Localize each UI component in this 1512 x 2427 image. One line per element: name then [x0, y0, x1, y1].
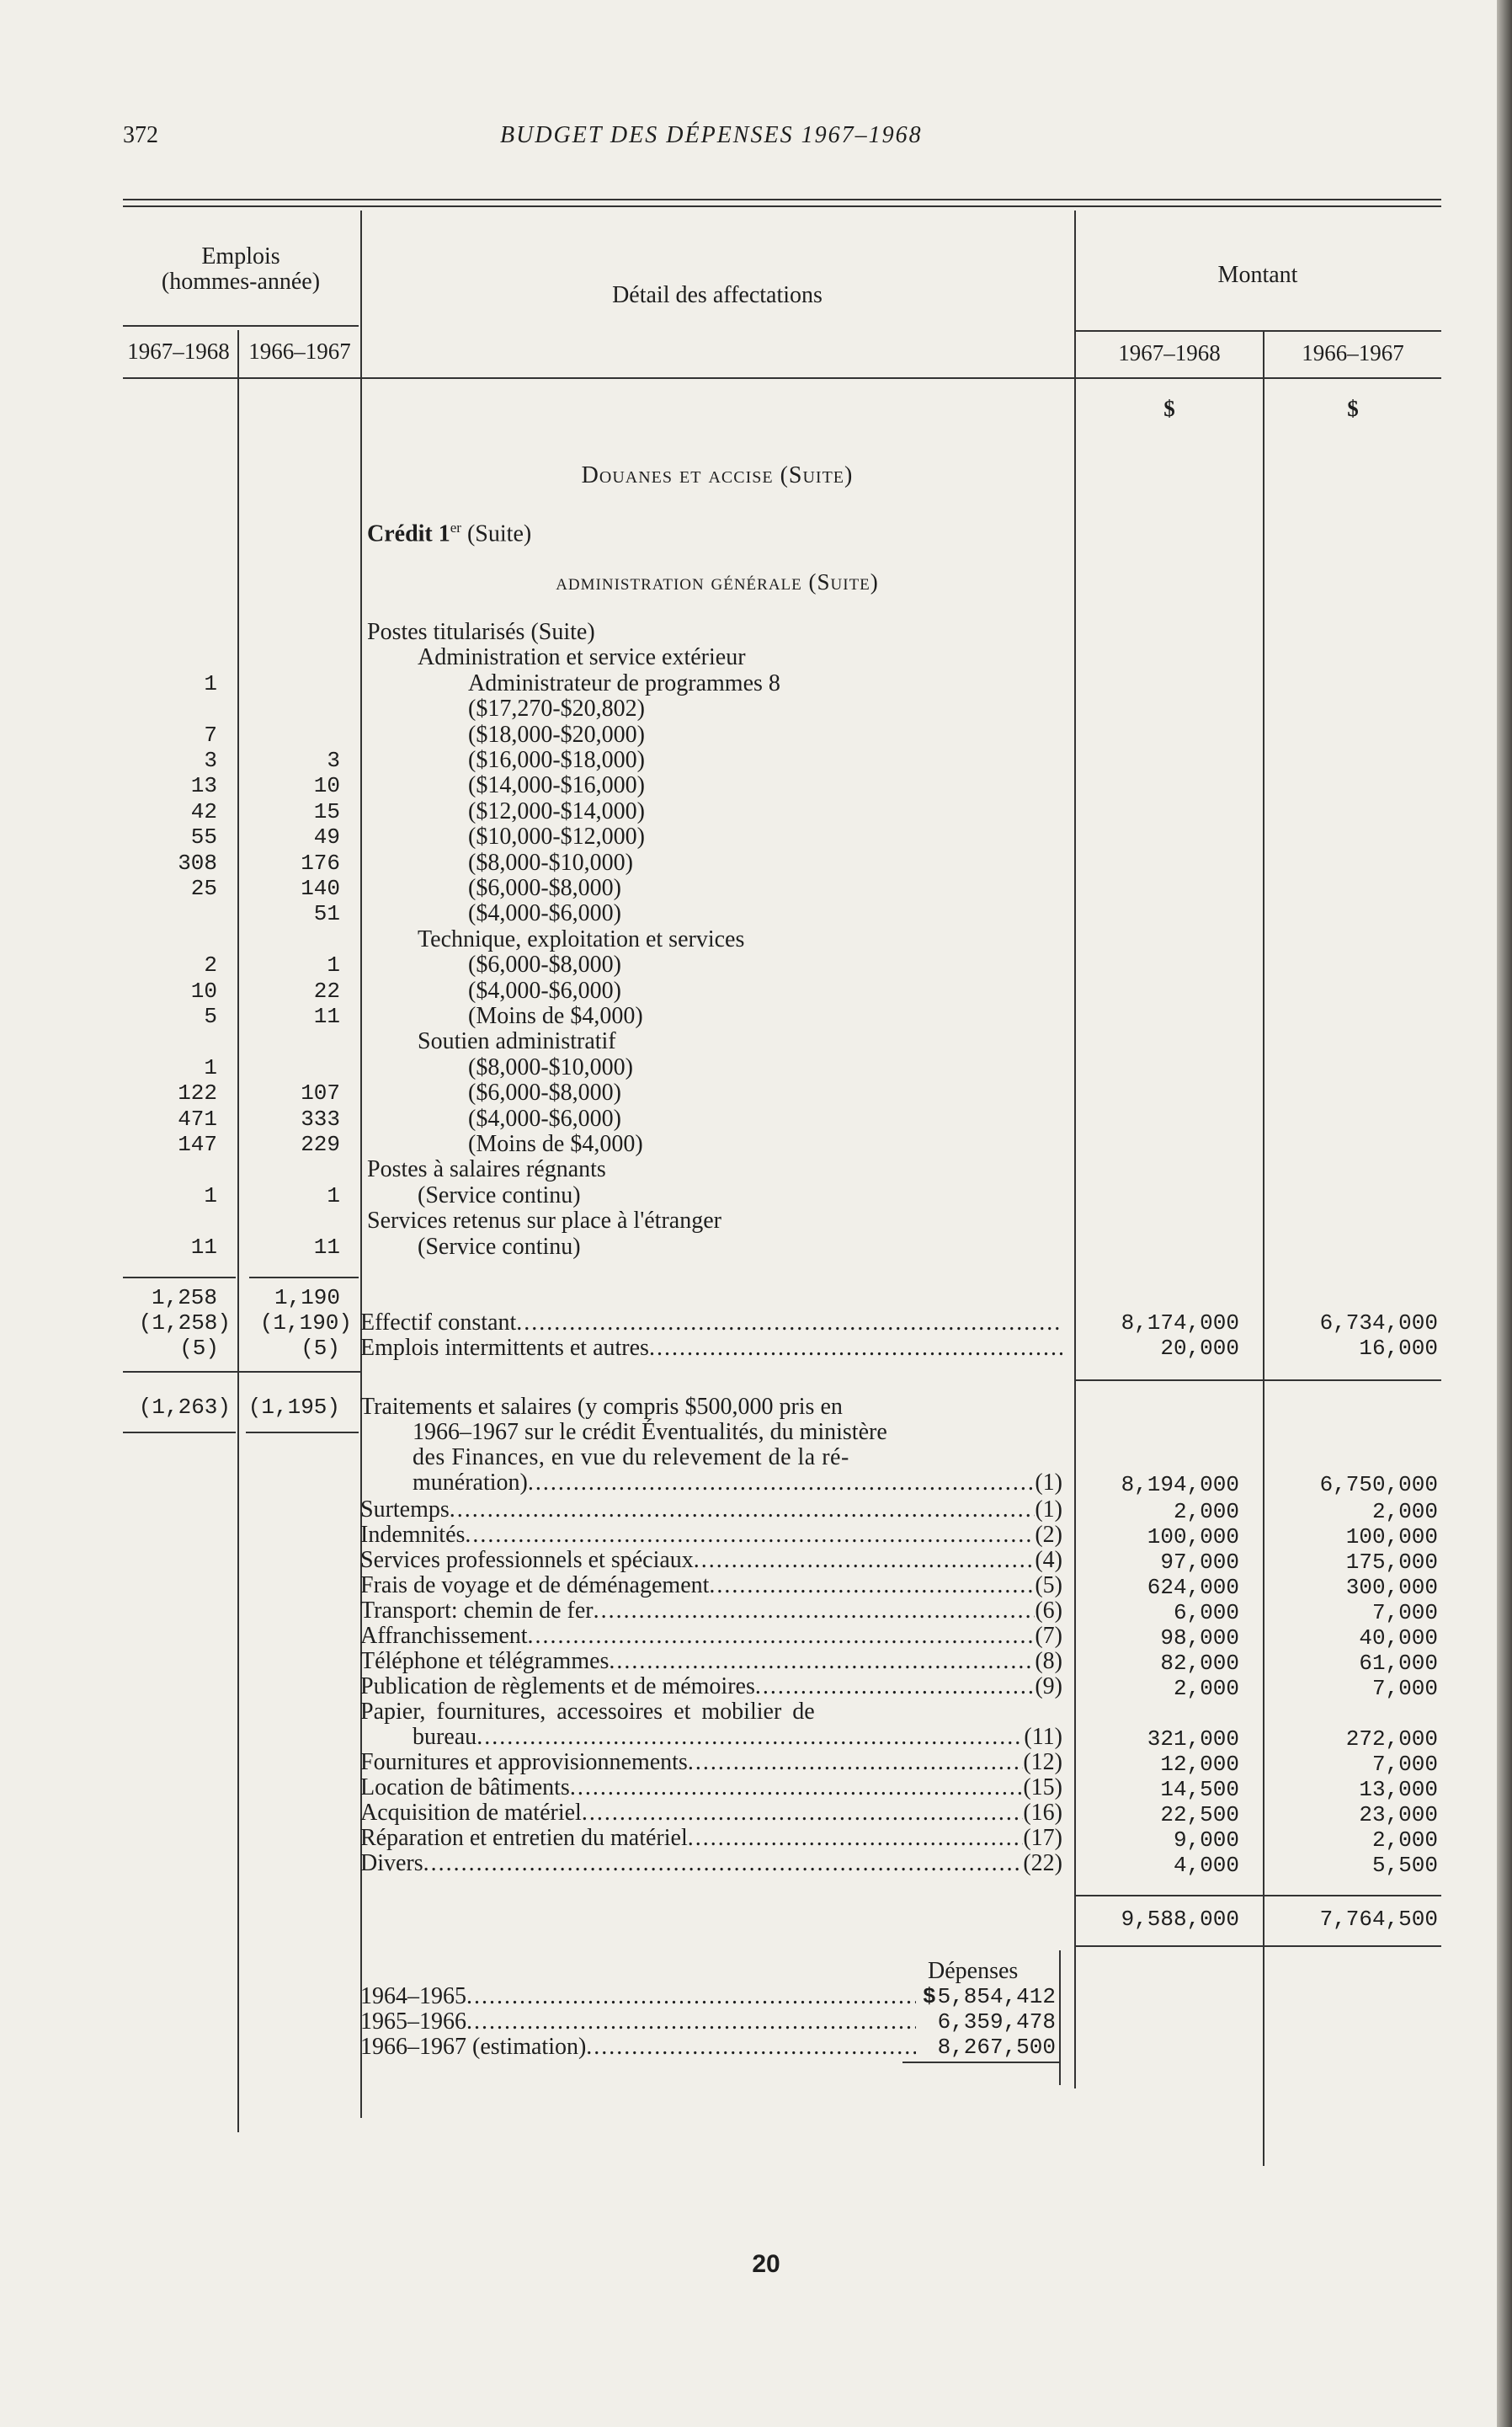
- position-label: (Moins de $4,000): [468, 1003, 643, 1029]
- expense-ref: (2): [1035, 1522, 1062, 1548]
- expense-ref: (4): [1035, 1547, 1062, 1573]
- expense-label: Publication de règlements et de mémoires: [360, 1673, 755, 1699]
- expense-ref: (17): [1023, 1825, 1062, 1851]
- traitements-row: [413, 1470, 1062, 1496]
- expense-amount-1966: 7,000: [1371, 1676, 1438, 1701]
- sum-a: 1,258: [151, 1285, 217, 1310]
- position-count-1966: 1: [327, 952, 340, 978]
- expense-label: Indemnités: [360, 1522, 466, 1548]
- traitements-amount-b: 6,750,000: [1319, 1472, 1438, 1497]
- expense-row: [360, 1826, 1062, 1851]
- expense-amount-1967: 12,000: [1160, 1752, 1239, 1777]
- expense-ref: (8): [1035, 1648, 1062, 1674]
- position-count-1967: 25: [190, 876, 217, 901]
- position-count-1967: 55: [190, 824, 217, 850]
- position-label: ($16,000-$18,000): [468, 747, 645, 773]
- expense-label: Réparation et entretien du matériel: [360, 1825, 688, 1851]
- expense-amount-1966: 5,500: [1371, 1853, 1438, 1878]
- expense-amount-1966: 7,000: [1371, 1752, 1438, 1777]
- expense-label: Téléphone et télégrammes: [360, 1648, 610, 1674]
- papier-label: bureau: [413, 1724, 477, 1750]
- position-label: Technique, exploitation et services: [418, 926, 745, 952]
- grand-total-rule-a: [123, 1432, 236, 1433]
- position-count-1967: 13: [190, 773, 217, 798]
- traitements-line-1: Traitements et salaires (y compris $500,000 pris en: [360, 1394, 843, 1420]
- expense-amount-1966: 23,000: [1359, 1802, 1438, 1827]
- expense-ref: (22): [1023, 1850, 1062, 1876]
- depenses-year: 1965–1966: [360, 2008, 466, 2035]
- top-rule-2: [123, 205, 1441, 207]
- expense-row: [360, 1624, 1062, 1649]
- credit-sup: er: [450, 520, 461, 536]
- position-label: ($6,000-$8,000): [468, 1080, 621, 1106]
- expense-row: [360, 1775, 1062, 1800]
- expense-ref: (12): [1023, 1749, 1062, 1775]
- position-count-1967: 1: [204, 671, 217, 696]
- credit-bold: Crédit 1: [367, 520, 450, 547]
- depenses-amount: 6,359,478: [937, 2009, 1056, 2035]
- position-count-1966: 3: [327, 748, 340, 773]
- traitements-line-2: 1966–1967 sur le crédit Éventualités, du ministère: [413, 1419, 887, 1445]
- position-count-1967: 10: [190, 979, 217, 1004]
- effectif-label: Effectif constant: [360, 1310, 517, 1336]
- expense-amount-1966: 2,000: [1371, 1827, 1438, 1853]
- effectif-amount-rule: [1074, 1379, 1441, 1381]
- expense-ref: (9): [1035, 1673, 1062, 1699]
- expense-ref: (6): [1035, 1598, 1062, 1624]
- currency-b: $: [1347, 396, 1359, 421]
- position-count-1966: 1: [327, 1183, 340, 1208]
- depenses-amount: 8,267,500: [937, 2035, 1056, 2060]
- position-label: ($14,000-$16,000): [468, 772, 645, 798]
- position-label: Soutien administratif: [418, 1028, 616, 1054]
- expense-ref: (5): [1035, 1572, 1062, 1598]
- expense-amount-1967: 82,000: [1160, 1651, 1239, 1676]
- position-count-1967: 42: [190, 799, 217, 824]
- expense-row: [360, 1598, 1062, 1624]
- position-label: ($4,000-$6,000): [468, 900, 621, 926]
- position-count-1966: 10: [313, 773, 340, 798]
- effectif-amount-b: 6,734,000: [1319, 1310, 1438, 1336]
- expense-amount-1967: 14,500: [1160, 1777, 1239, 1802]
- intermittents-row: [360, 1336, 1062, 1361]
- expense-ref: (15): [1023, 1774, 1062, 1800]
- position-count-1967: 308: [178, 851, 217, 876]
- col-divider-years: [1263, 330, 1264, 2166]
- expense-amount-1967: 98,000: [1160, 1625, 1239, 1651]
- position-count-1967: 1: [204, 1183, 217, 1208]
- expense-label: Frais de voyage et de déménagement: [360, 1572, 710, 1598]
- expense-amount-1967: 6,000: [1173, 1600, 1239, 1625]
- expense-label: Affranchissement: [360, 1623, 528, 1649]
- total-amount-b: 7,764,500: [1319, 1907, 1438, 1932]
- footer-page-marker: 20: [752, 2250, 780, 2278]
- detail-header: Détail des affectations: [612, 282, 823, 308]
- emplois-subrule: [123, 325, 359, 327]
- montant-header: Montant: [1217, 262, 1298, 288]
- expense-label: Transport: chemin de fer: [360, 1598, 594, 1624]
- montant-subrule: [1074, 330, 1441, 332]
- department-title: Douanes et accise (Suite): [581, 462, 854, 488]
- positions-total-rule-a: [123, 1277, 236, 1278]
- depenses-row: [360, 2035, 916, 2060]
- papier-line-1: Papier, fournitures, accessoires et mobilier de: [360, 1699, 815, 1725]
- montant-year-a: 1967–1968: [1118, 340, 1221, 365]
- expense-row: [360, 1523, 1062, 1548]
- position-count-1966: 107: [301, 1080, 340, 1106]
- header-bottom-rule: [123, 377, 1441, 379]
- expense-ref: (16): [1023, 1800, 1062, 1826]
- depenses-year: 1964–1965: [360, 1983, 466, 2009]
- position-count-1966: 11: [313, 1235, 340, 1260]
- grand-total-b: (1,195): [248, 1395, 340, 1420]
- position-label: ($8,000-$10,000): [468, 850, 633, 876]
- intermittents-amount-a: 20,000: [1160, 1336, 1239, 1361]
- effectif-rule: [123, 1371, 360, 1373]
- total-rule: [1074, 1895, 1441, 1896]
- emplois-year-b: 1966–1967: [248, 339, 351, 364]
- depenses-row: [360, 1984, 916, 2009]
- traitements-last: munération): [413, 1470, 528, 1496]
- effectif-amount-a: 8,174,000: [1121, 1310, 1239, 1336]
- sum-b: 1,190: [274, 1285, 340, 1310]
- expense-amount-1967: 624,000: [1147, 1575, 1239, 1600]
- position-label: (Service continu): [418, 1182, 581, 1208]
- expense-amount-1966: 175,000: [1345, 1550, 1438, 1575]
- position-label: ($4,000-$6,000): [468, 978, 621, 1004]
- expense-ref: (1): [1035, 1496, 1062, 1523]
- intermittents-label: Emplois intermittents et autres: [360, 1335, 649, 1361]
- depenses-amount: 5,854,412: [937, 1984, 1056, 2009]
- total-bottom-rule: [1074, 1945, 1441, 1947]
- expense-label: Divers: [360, 1850, 423, 1876]
- expense-amount-1966: 2,000: [1371, 1499, 1438, 1524]
- expense-amount-1966: 61,000: [1359, 1651, 1438, 1676]
- papier-row: [413, 1725, 1062, 1750]
- position-label: ($6,000-$8,000): [468, 875, 621, 901]
- page-title: BUDGET DES DÉPENSES 1967–1968: [500, 122, 923, 148]
- expense-label: Fournitures et approvisionnements: [360, 1749, 688, 1775]
- expense-amount-1966: 300,000: [1345, 1575, 1438, 1600]
- positions-total-rule-b: [249, 1277, 359, 1278]
- expense-amount-1967: 2,000: [1173, 1499, 1239, 1524]
- position-count-1967: 147: [178, 1132, 217, 1157]
- emplois-year-a: 1967–1968: [127, 339, 230, 364]
- position-count-1966: 176: [301, 851, 340, 876]
- expense-label: Services professionnels et spéciaux: [360, 1547, 694, 1573]
- expense-amount-1967: 22,500: [1160, 1802, 1239, 1827]
- expense-row: [360, 1548, 1062, 1573]
- position-label: Postes à salaires régnants: [367, 1156, 606, 1182]
- position-count-1966: 229: [301, 1132, 340, 1157]
- position-label: Services retenus sur place à l'étranger: [367, 1208, 721, 1234]
- expense-amount-1966: 40,000: [1359, 1625, 1438, 1651]
- expense-amount-1966: 7,000: [1371, 1600, 1438, 1625]
- position-count-1967: 471: [178, 1107, 217, 1132]
- expense-label: Location de bâtiments: [360, 1774, 570, 1800]
- total-amount-a: 9,588,000: [1121, 1907, 1239, 1932]
- intermittents-amount-b: 16,000: [1359, 1336, 1438, 1361]
- currency-a: $: [1163, 396, 1175, 421]
- papier-amount-b: 272,000: [1345, 1726, 1438, 1752]
- position-count-1967: 11: [190, 1235, 217, 1260]
- expense-amount-1967: 2,000: [1173, 1676, 1239, 1701]
- position-count-1966: 15: [313, 799, 340, 824]
- position-count-1966: 49: [313, 824, 340, 850]
- credit-title: [367, 515, 531, 547]
- position-label: ($18,000-$20,000): [468, 722, 645, 748]
- position-label: (Moins de $4,000): [468, 1131, 643, 1157]
- montant-year-b: 1966–1967: [1302, 340, 1404, 365]
- expense-label: Acquisition de matériel: [360, 1800, 582, 1826]
- traitements-ref: (1): [1035, 1470, 1062, 1496]
- expense-row: [360, 1497, 1062, 1523]
- position-count-1967: 2: [204, 952, 217, 978]
- depenses-year: 1966–1967 (estimation): [360, 2034, 587, 2060]
- position-count-1966: 51: [313, 901, 340, 926]
- position-count-1967: 7: [204, 723, 217, 748]
- depenses-rule: [902, 2062, 1059, 2063]
- intermittents-a: (5): [179, 1336, 219, 1361]
- intermittents-b: (5): [301, 1336, 340, 1361]
- credit-rest: (Suite): [461, 520, 532, 547]
- position-count-1966: 333: [301, 1107, 340, 1132]
- expense-amount-1967: 100,000: [1147, 1524, 1239, 1550]
- effectif-b: (1,190): [259, 1310, 352, 1336]
- grand-total-rule-b: [246, 1432, 359, 1433]
- expense-row: [360, 1573, 1062, 1598]
- col-divider-emplois: [237, 330, 239, 2132]
- position-count-1967: 5: [204, 1004, 217, 1029]
- position-label: Postes titularisés (Suite): [367, 619, 595, 645]
- expense-row: [360, 1674, 1062, 1699]
- expense-row: [360, 1800, 1062, 1826]
- position-label: (Service continu): [418, 1234, 581, 1260]
- expense-ref: (7): [1035, 1623, 1062, 1649]
- position-label: Administrateur de programmes 8: [468, 670, 780, 696]
- depenses-row: [360, 2009, 916, 2035]
- top-rule: [123, 199, 1441, 200]
- admin-title: administration générale (Suite): [556, 569, 879, 595]
- position-count-1967: 3: [204, 748, 217, 773]
- expense-amount-1967: 97,000: [1160, 1550, 1239, 1575]
- traitements-line-3: des Finances, en vue du relevement de la ré-: [413, 1444, 849, 1470]
- page-edge-shadow: [1497, 0, 1512, 2427]
- papier-amount-a: 321,000: [1147, 1726, 1239, 1752]
- expense-row: [360, 1649, 1062, 1674]
- depenses-currency: $: [923, 1984, 936, 2009]
- position-label: ($6,000-$8,000): [468, 952, 621, 978]
- depenses-heading: Dépenses: [928, 1958, 1019, 1984]
- position-count-1967: 1: [204, 1055, 217, 1080]
- position-label: ($8,000-$10,000): [468, 1054, 633, 1080]
- expense-row: [360, 1750, 1062, 1775]
- position-count-1966: 11: [313, 1004, 340, 1029]
- position-label: Administration et service extérieur: [418, 644, 746, 670]
- expense-row: [360, 1851, 1062, 1876]
- papier-ref: (11): [1024, 1724, 1062, 1750]
- position-label: ($10,000-$12,000): [468, 824, 645, 850]
- position-count-1966: 140: [301, 876, 340, 901]
- expense-amount-1967: 4,000: [1173, 1853, 1239, 1878]
- effectif-a: (1,258): [138, 1310, 231, 1336]
- position-label: ($17,270-$20,802): [468, 696, 645, 722]
- position-label: ($12,000-$14,000): [468, 798, 645, 824]
- position-count-1967: 122: [178, 1080, 217, 1106]
- expense-amount-1966: 13,000: [1359, 1777, 1438, 1802]
- emplois-header: Emplois (hommes-année): [161, 243, 321, 295]
- expense-amount-1967: 9,000: [1173, 1827, 1239, 1853]
- depenses-divider: [1059, 1950, 1061, 2085]
- traitements-amount-a: 8,194,000: [1121, 1472, 1239, 1497]
- page-number: 372: [123, 122, 158, 148]
- position-label: ($4,000-$6,000): [468, 1106, 621, 1132]
- grand-total-a: (1,263): [138, 1395, 231, 1420]
- expense-label: Surtemps: [360, 1496, 450, 1523]
- effectif-row: [360, 1310, 1062, 1336]
- expense-amount-1966: 100,000: [1345, 1524, 1438, 1550]
- position-count-1966: 22: [313, 979, 340, 1004]
